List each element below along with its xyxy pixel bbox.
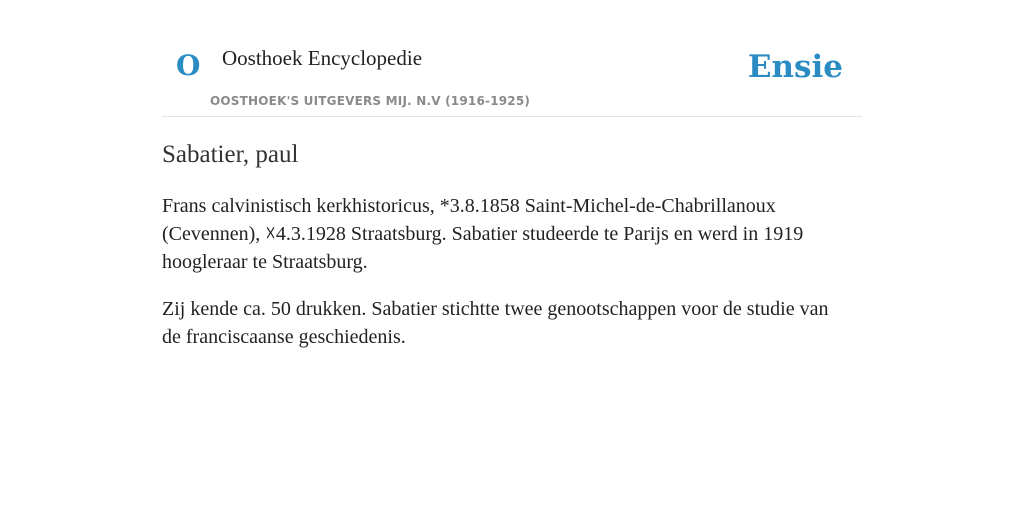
- encyclopedia-header: [162, 0, 862, 117]
- entry-body: [162, 192, 852, 370]
- encyclopedia-logo[interactable]: O: [176, 49, 201, 82]
- publisher-line: OOSTHOEK'S UITGEVERS MIJ. N.V (1916-1925): [210, 94, 531, 108]
- ensie-logo-link[interactable]: Ensie: [747, 49, 843, 85]
- page: [162, 0, 862, 348]
- entry-paragraph: Zij kende ca. 50 drukken. Sabatier stichtte twee genootschappen voor de studie van de franciscaanse geschiedenis.: [162, 298, 829, 348]
- entry-title: Sabatier, paul: [162, 141, 299, 168]
- entry-paragraph: Frans calvinistisch kerkhistoricus, *3.8.1858 Saint-Michel-de-Chabrillanoux (Cevennen), ☓4.3.1928 Straatsburg. Sabatier studeerde te Parijs en werd in 1919 hoogleraar te Straatsburg.: [162, 195, 804, 273]
- encyclopedia-title[interactable]: Oosthoek Encyclopedie: [222, 46, 423, 70]
